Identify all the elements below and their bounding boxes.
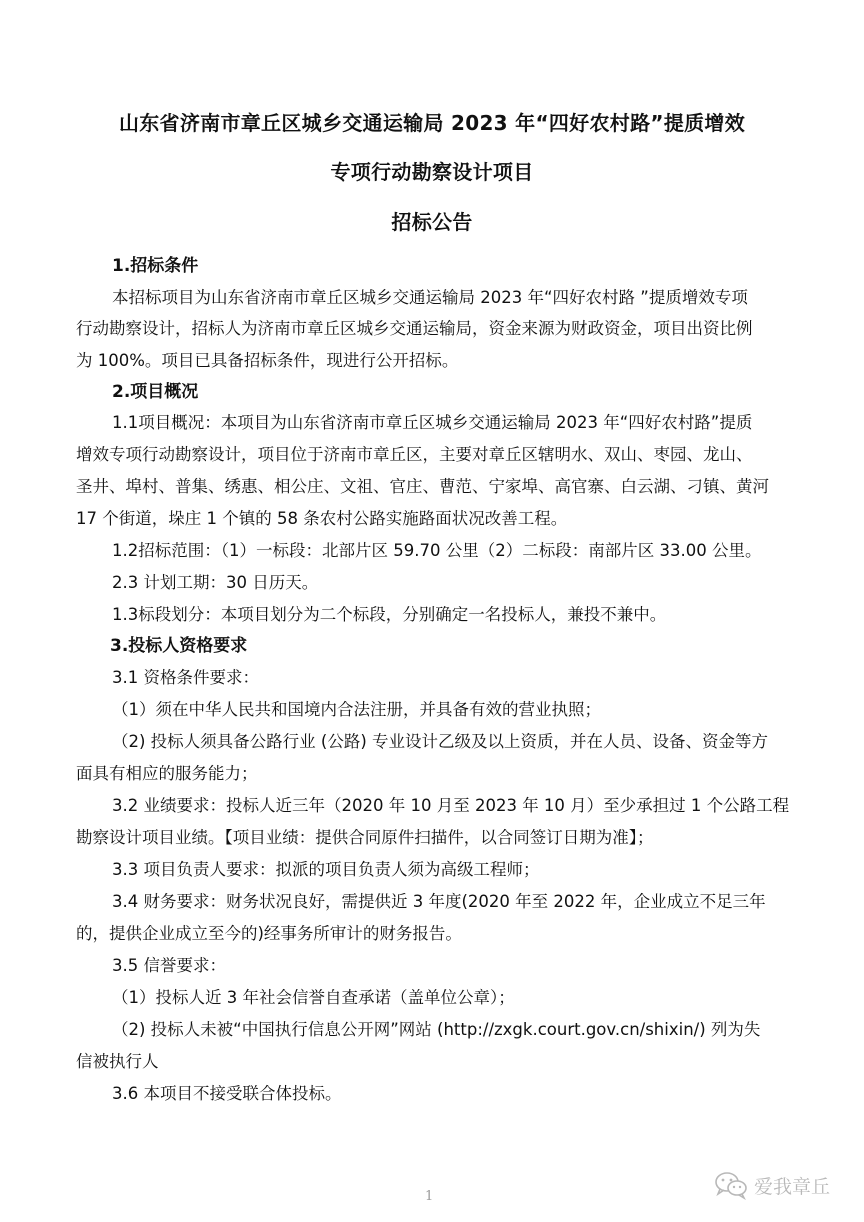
document-title-line-2: 专项行动勘察设计项目 bbox=[330, 160, 534, 184]
paragraph-line: 3.4 财务要求：财务状况良好，需提供近 3 年度(2020 年至 2022 年，企业成立不足三年 bbox=[112, 892, 766, 911]
paragraph-line: （1）须在中华人民共和国境内合法注册，并具备有效的营业执照； bbox=[112, 700, 601, 719]
paragraph-line: （2) 投标人未被“中国执行信息公开网”网站 (http://zxgk.court.gov.cn/shixin/) 列为失 bbox=[112, 1020, 761, 1039]
paragraph-line: 3.2 业绩要求：投标人近三年（2020 年 10 月至 2023 年 10 月）至少承担过 1 个公路工程 bbox=[112, 796, 790, 815]
paragraph-line: 3.6 本项目不接受联合体投标。 bbox=[112, 1084, 342, 1103]
paragraph-line: 本招标项目为山东省济南市章丘区城乡交通运输局 2023 年“四好农村路 ”提质增效专项 bbox=[112, 288, 748, 307]
paragraph-line: 增效专项行动勘察设计，项目位于济南市章丘区，主要对章丘区辖明水、双山、枣园、龙山、 bbox=[76, 445, 753, 464]
wechat-icon bbox=[714, 1170, 748, 1200]
paragraph-line: 行动勘察设计，招标人为济南市章丘区城乡交通运输局，资金来源为财政资金，项目出资比例 bbox=[76, 319, 753, 338]
paragraph-line: 面具有相应的服务能力； bbox=[76, 764, 258, 783]
paragraph-line: 1.1项目概况：本项目为山东省济南市章丘区城乡交通运输局 2023 年“四好农村路”提质 bbox=[112, 413, 753, 432]
watermark-text: 爱我章丘 bbox=[754, 1175, 831, 1198]
watermark bbox=[714, 1168, 830, 1202]
paragraph-line: 2.3 计划工期：30 日历天。 bbox=[112, 573, 319, 592]
page-number: 1 bbox=[425, 1189, 434, 1204]
paragraph-line: （1）投标人近 3 年社会信誉自查承诺（盖单位公章）； bbox=[112, 988, 515, 1007]
document-title-line-1: 山东省济南市章丘区城乡交通运输局 2023 年“四好农村路”提质增效 bbox=[118, 111, 746, 135]
document-title-line-3: 招标公告 bbox=[391, 210, 473, 234]
paragraph-line: 勘察设计项目业绩。【项目业绩：提供合同原件扫描件，以合同签订日期为准】； bbox=[76, 828, 654, 847]
section-heading-2: 2.项目概况 bbox=[112, 382, 199, 402]
paragraph-line: 3.3 项目负责人要求：拟派的项目负责人须为高级工程师； bbox=[112, 860, 540, 879]
paragraph-line: 3.5 信誉要求： bbox=[112, 956, 226, 975]
section-heading-1: 1.招标条件 bbox=[112, 256, 199, 276]
paragraph-line: 为 100%。项目已具备招标条件，现进行公开招标。 bbox=[76, 351, 459, 370]
paragraph-line: 17 个街道，垛庄 1 个镇的 58 条农村公路实施路面状况改善工程。 bbox=[76, 509, 568, 528]
paragraph-line: 1.2招标范围：（1）一标段：北部片区 59.70 公里（2）二标段：南部片区 33.00 公里。 bbox=[112, 541, 762, 560]
paragraph-line: 圣井、埠村、普集、绣惠、相公庄、文祖、官庄、曹范、宁家埠、高官寨、白云湖、刁镇、黄河 bbox=[76, 477, 769, 496]
paragraph-line: 的，提供企业成立至今的)经事务所审计的财务报告。 bbox=[76, 924, 462, 943]
section-heading-3: 3.投标人资格要求 bbox=[110, 636, 248, 656]
paragraph-line: （2) 投标人须具备公路行业 (公路) 专业设计乙级及以上资质，并在人员、设备、资金等方 bbox=[112, 732, 769, 751]
paragraph-line: 3.1 资格条件要求： bbox=[112, 668, 259, 687]
paragraph-line: 1.3标段划分：本项目划分为二个标段，分别确定一名投标人，兼投不兼中。 bbox=[112, 605, 667, 624]
paragraph-line: 信被执行人 bbox=[76, 1052, 159, 1071]
